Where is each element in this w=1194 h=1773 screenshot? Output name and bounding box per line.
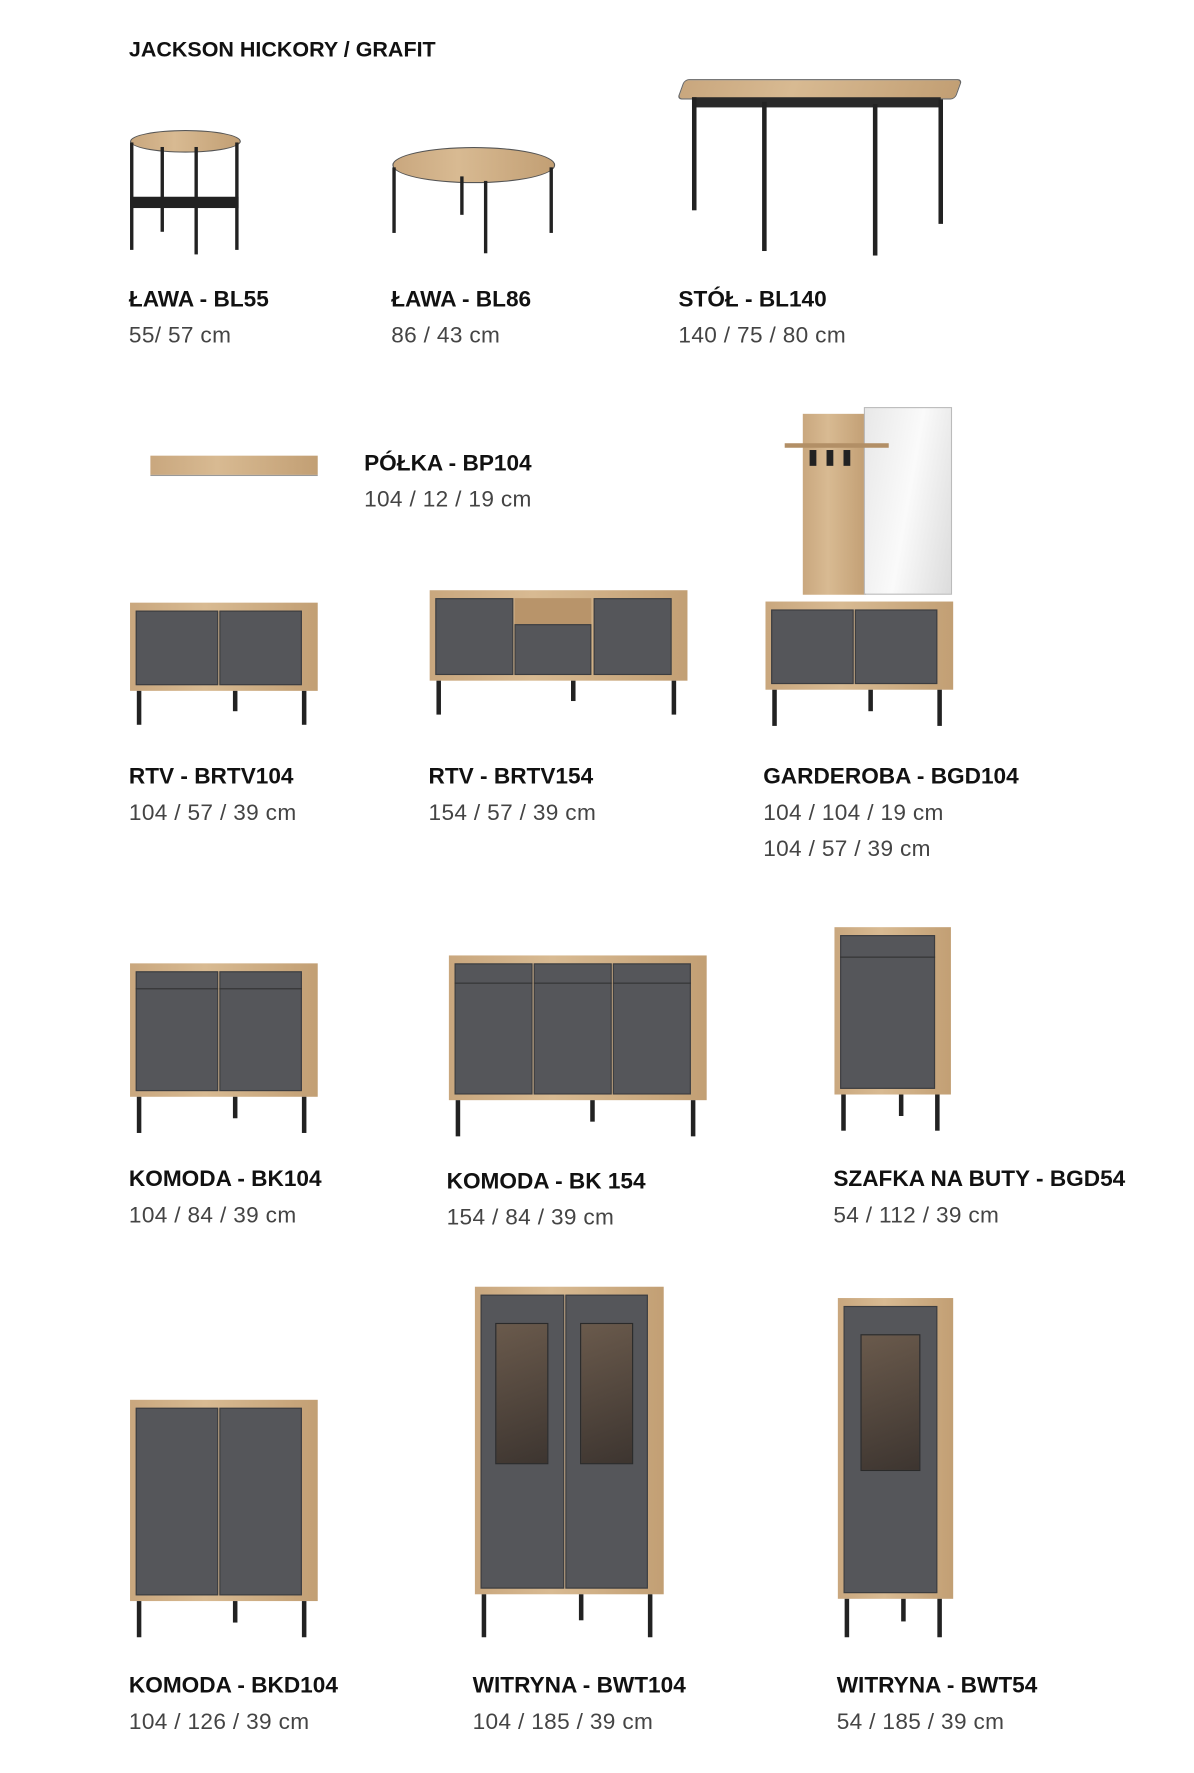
product-dims: 104 / 84 / 39 cm <box>128 1203 297 1228</box>
tv-stand-brtv154-image <box>430 590 688 714</box>
coffee-table-bl86-image <box>388 142 558 255</box>
leg <box>899 1095 904 1117</box>
product-dims: 104 / 57 / 39 cm <box>128 800 297 826</box>
door-panel <box>840 935 935 1089</box>
leg <box>772 690 777 726</box>
product-dims: 104 / 12 / 19 cm <box>364 487 532 513</box>
door-panel <box>771 609 854 684</box>
door-panel <box>219 611 302 686</box>
door-panel <box>594 598 672 675</box>
dresser-bkd104-image <box>130 1400 318 1637</box>
product-dims: 104 / 126 / 39 cm <box>128 1709 310 1735</box>
drawer-line <box>455 982 533 983</box>
leg <box>901 1599 906 1622</box>
product-dims: 86 / 43 cm <box>391 323 501 349</box>
product-name: ŁAWA - BL55 <box>128 287 269 313</box>
leg <box>591 1100 596 1122</box>
leg <box>137 1097 142 1133</box>
product-dims: 104 / 104 / 19 cm <box>763 800 944 826</box>
leg <box>233 1601 238 1623</box>
leg <box>302 1601 307 1637</box>
door-panel <box>136 1408 219 1596</box>
door-panel <box>855 609 938 684</box>
product-dims: 104 / 185 / 39 cm <box>472 1709 654 1735</box>
leg <box>841 1095 846 1131</box>
collection-title: JACKSON HICKORY / GRAFIT <box>128 38 436 63</box>
leg <box>937 690 942 726</box>
leg <box>456 1100 461 1136</box>
leg <box>482 1594 487 1637</box>
drawer-front <box>514 625 591 675</box>
leg <box>137 691 142 725</box>
leg <box>233 691 238 711</box>
product-dims: 54 / 112 / 39 cm <box>833 1203 1000 1228</box>
product-name: PÓŁKA - BP104 <box>364 451 532 477</box>
leg <box>869 690 874 712</box>
leg <box>648 1594 653 1637</box>
dresser-bk154-image <box>449 955 707 1136</box>
product-name: KOMODA - BK104 <box>128 1166 322 1192</box>
display-cabinet-bwt54-image <box>838 1298 953 1637</box>
leg <box>937 1599 942 1637</box>
coffee-table-bl55-image <box>127 127 242 257</box>
leg <box>935 1095 940 1131</box>
drawer-line <box>613 982 691 983</box>
leg <box>672 681 677 715</box>
glass-pane <box>861 1334 920 1472</box>
drawer-line <box>136 989 219 990</box>
display-cabinet-bwt104-image <box>475 1287 664 1638</box>
door-panel <box>136 611 219 686</box>
open-niche <box>514 598 591 624</box>
shelf-bp104-image <box>150 456 317 476</box>
leg <box>571 681 576 701</box>
drawer-line <box>840 957 935 958</box>
leg <box>436 681 441 715</box>
door-panel <box>435 598 513 675</box>
product-dims: 154 / 84 / 39 cm <box>446 1205 615 1231</box>
drawer-line <box>219 989 302 990</box>
tv-stand-brtv104-image <box>130 603 318 725</box>
product-name: KOMODA - BK 154 <box>446 1169 646 1195</box>
drawer-line <box>534 982 612 983</box>
product-name: SZAFKA NA BUTY - BGD54 <box>833 1166 1126 1192</box>
product-name: GARDEROBA - BGD104 <box>763 764 1019 790</box>
product-dims: 104 / 57 / 39 cm <box>763 836 931 862</box>
wardrobe-bgd104-image <box>765 602 953 726</box>
leg <box>233 1097 238 1119</box>
glass-pane <box>496 1323 549 1464</box>
dining-table-bl140-image <box>678 77 961 258</box>
leg <box>137 1601 142 1637</box>
product-name: STÓŁ - BL140 <box>678 287 827 313</box>
hanger-mirror-image <box>785 407 955 597</box>
leg <box>691 1100 696 1136</box>
product-name: RTV - BRTV104 <box>128 764 294 790</box>
product-name: ŁAWA - BL86 <box>391 287 532 313</box>
leg <box>302 1097 307 1133</box>
dresser-bk104-image <box>130 963 318 1133</box>
glass-pane <box>580 1323 633 1464</box>
leg <box>302 691 307 725</box>
shoe-cabinet-bgd54-image <box>834 927 950 1131</box>
product-name: WITRYNA - BWT104 <box>472 1673 686 1699</box>
product-dims: 154 / 57 / 39 cm <box>428 800 597 826</box>
door-panel <box>219 1408 302 1596</box>
product-name: KOMODA - BKD104 <box>128 1673 338 1699</box>
product-dims: 140 / 75 / 80 cm <box>678 323 847 349</box>
leg <box>845 1599 850 1637</box>
product-dims: 55/ 57 cm <box>128 323 232 349</box>
product-name: RTV - BRTV154 <box>428 764 594 790</box>
product-dims: 54 / 185 / 39 cm <box>836 1709 1005 1735</box>
leg <box>579 1594 584 1620</box>
product-name: WITRYNA - BWT54 <box>836 1673 1038 1699</box>
